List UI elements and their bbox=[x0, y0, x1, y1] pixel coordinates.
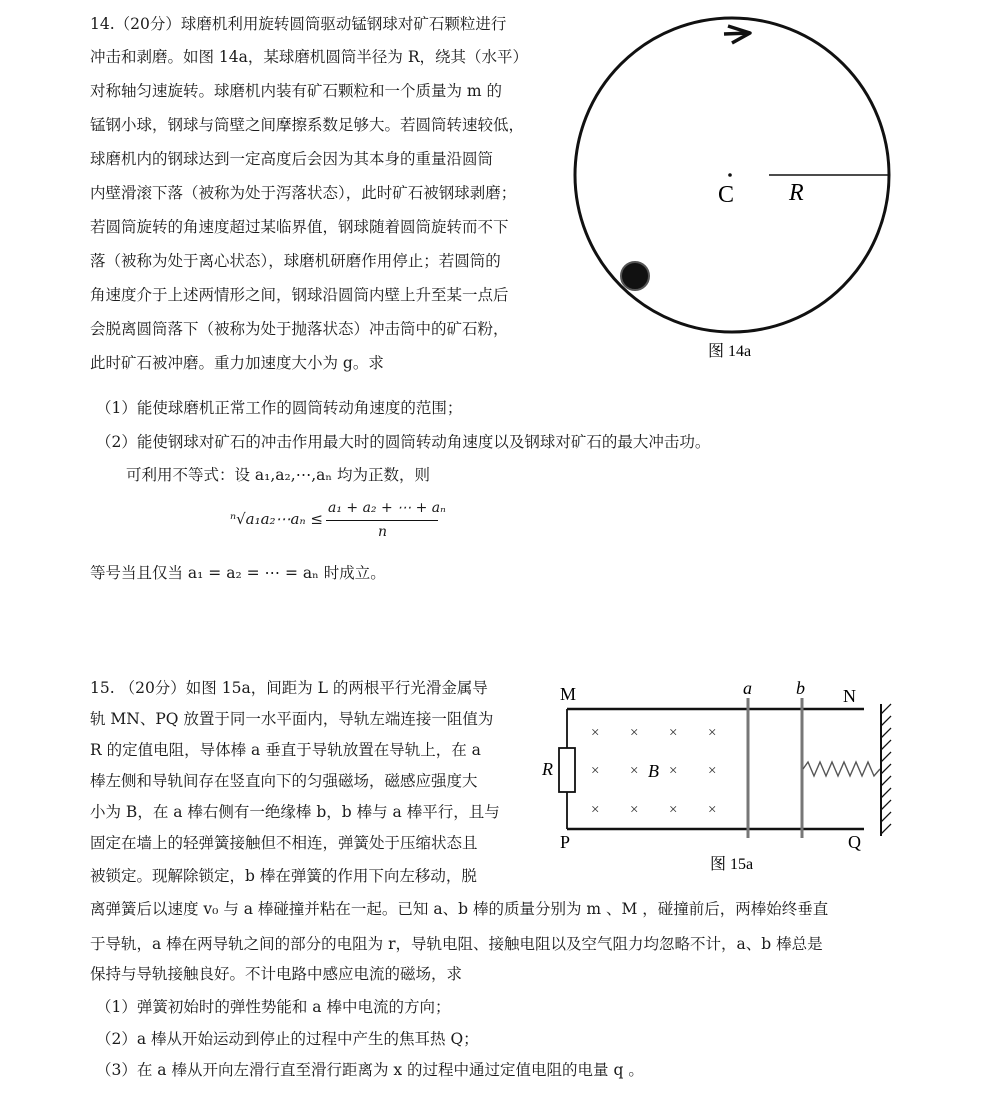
label-Q: Q bbox=[848, 832, 861, 852]
q14-line: 对称轴匀速旋转。球磨机内装有矿石颗粒和一个质量为 m 的 bbox=[90, 82, 503, 100]
q14-line: 冲击和剥磨。如图 14a，某球磨机圆筒半径为 R，绕其（水平） bbox=[90, 48, 528, 66]
q15-line: 保持与导轨接触良好。不计电路中感应电流的磁场，求 bbox=[90, 965, 463, 983]
q14-sub1: （1）能使球磨机正常工作的圆筒转动角速度的范围； bbox=[96, 399, 463, 417]
center-dot bbox=[728, 173, 732, 177]
label-b: b bbox=[796, 678, 805, 698]
wall-hatching bbox=[881, 704, 891, 834]
formula-numerator: a₁ + a₂ + ⋯ + aₙ bbox=[328, 500, 446, 516]
q14-line: 会脱离圆筒落下（被称为处于抛落状态）冲击筒中的矿石粉， bbox=[90, 320, 509, 338]
q14-line: 落（被称为处于离心状态），球磨机研磨作用停止；若圆筒的 bbox=[90, 252, 501, 270]
label-M: M bbox=[560, 684, 577, 704]
field-cross: × bbox=[630, 763, 639, 779]
q15-sub3: （3）在 a 棒从开向左滑行直至滑行距离为 x 的过程中通过定值电阻的电量 q 。 bbox=[96, 1061, 644, 1079]
label-P: P bbox=[560, 832, 571, 852]
field-cross: × bbox=[708, 725, 717, 741]
rotation-arrow-shaft bbox=[724, 33, 750, 34]
fraction-bar bbox=[326, 520, 438, 521]
radius-label: R bbox=[789, 180, 804, 206]
field-cross: × bbox=[708, 763, 717, 779]
field-cross: × bbox=[669, 802, 678, 818]
q14-line: 14.（20分）球磨机利用旋转圆筒驱动锰钢球对矿石颗粒进行 bbox=[90, 15, 507, 33]
spring bbox=[803, 762, 880, 776]
field-cross: × bbox=[708, 802, 717, 818]
figure-14a bbox=[560, 0, 900, 370]
field-cross: × bbox=[669, 763, 678, 779]
q15-line: 固定在墙上的轻弹簧接触但不相连，弹簧处于压缩状态且 bbox=[90, 834, 478, 852]
figure-14a-caption: 图 14a bbox=[708, 343, 752, 360]
q15-line: 离弹簧后以速度 v₀ 与 a 棒碰撞并粘在一起。已知 a、b 棒的质量分别为 m 、M ，碰撞前后，两棒始终垂直 bbox=[90, 900, 829, 918]
field-cross: × bbox=[669, 725, 678, 741]
label-B: B bbox=[648, 761, 659, 781]
field-cross: × bbox=[630, 802, 639, 818]
q15-line: 小为 B，在 a 棒右侧有一绝缘棒 b，b 棒与 a 棒平行，且与 bbox=[90, 803, 500, 821]
inequality-formula bbox=[230, 500, 450, 550]
figure-15a-caption: 图 15a bbox=[710, 856, 754, 873]
q15-line: 棒左侧和导轨间存在竖直向下的匀强磁场，磁感应强度大 bbox=[90, 772, 478, 790]
q15-line: R 的定值电阻，导体棒 a 垂直于导轨放置在导轨上，在 a bbox=[90, 741, 481, 759]
field-cross: × bbox=[591, 725, 600, 741]
q15-line: 轨 MN、PQ 放置于同一水平面内，导轨左端连接一阻值为 bbox=[90, 710, 494, 728]
label-R: R bbox=[542, 759, 553, 779]
q15-line: 于导轨，a 棒在两导轨之间的部分的电阻为 r，导轨电阻、接触电阻以及空气阻力均忽略不计，a、b 棒总是 bbox=[90, 935, 823, 953]
steel-ball bbox=[621, 262, 649, 290]
q14-sub2: （2）能使钢球对矿石的冲击作用最大时的圆筒转动角速度以及钢球对矿石的最大冲击功。 bbox=[96, 433, 711, 451]
q15-line: 被锁定。现解除锁定，b 棒在弹簧的作用下向左移动，脱 bbox=[90, 867, 477, 885]
q15-line: 15. （20分）如图 15a，间距为 L 的两根平行光滑金属导 bbox=[90, 679, 488, 697]
q14-line: 角速度介于上述两情形之间，钢球沿圆筒内壁上升至某一点后 bbox=[90, 286, 509, 304]
field-cross: × bbox=[630, 725, 639, 741]
field-cross: × bbox=[591, 802, 600, 818]
field-cross: × bbox=[591, 763, 600, 779]
center-label: C bbox=[718, 182, 735, 208]
figure-15a bbox=[530, 676, 910, 876]
formula-denominator: n bbox=[378, 524, 388, 540]
q15-sub2: （2）a 棒从开始运动到停止的过程中产生的焦耳热 Q； bbox=[96, 1030, 479, 1048]
q15-sub1: （1）弹簧初始时的弹性势能和 a 棒中电流的方向； bbox=[96, 998, 451, 1016]
label-a: a bbox=[743, 678, 752, 698]
q14-line: 球磨机内的钢球达到一定高度后会因为其本身的重量沿圆筒 bbox=[90, 150, 494, 168]
q14-line: 锰钢小球，钢球与筒壁之间摩擦系数足够大。若圆筒转速较低， bbox=[90, 116, 525, 134]
label-N: N bbox=[843, 686, 856, 706]
q14-hint: 可利用不等式：设 a₁,a₂,⋯,aₙ 均为正数，则 bbox=[126, 466, 430, 484]
q14-line: 若圆筒旋转的角速度超过某临界值，钢球随着圆筒旋转而不下 bbox=[90, 218, 509, 236]
q14-line: 此时矿石被冲磨。重力加速度大小为 g。求 bbox=[90, 354, 384, 372]
q14-equality: 等号当且仅当 a₁ = a₂ = ⋯ = aₙ 时成立。 bbox=[90, 564, 386, 582]
formula-left: ⁿ√a₁a₂⋯aₙ ≤ bbox=[230, 510, 323, 528]
resistor bbox=[559, 748, 575, 792]
q14-line: 内壁滑滚下落（被称为处于泻落状态），此时矿石被钢球剥磨； bbox=[90, 184, 517, 202]
